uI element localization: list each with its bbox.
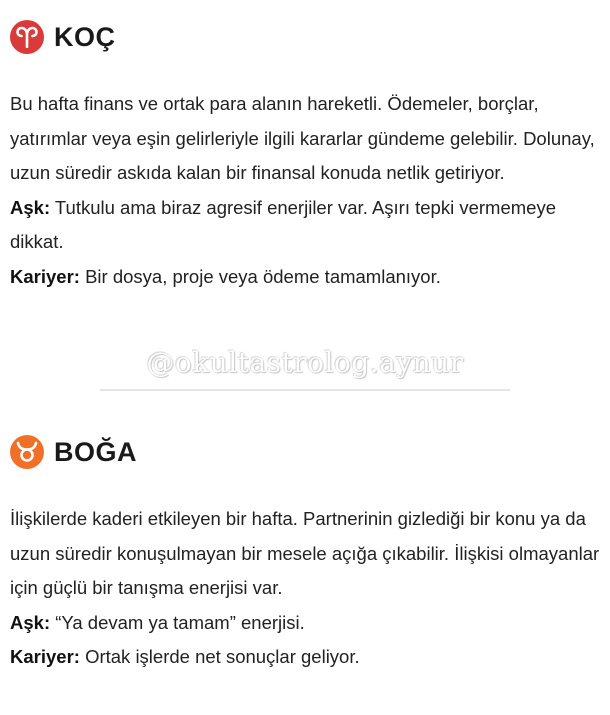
aries-icon [10, 20, 44, 54]
love-label: Aşk: [10, 611, 51, 633]
love-line [10, 606, 600, 641]
taurus-icon [10, 435, 44, 469]
love-label: Aşk: [10, 196, 51, 218]
horoscope-body: Bu hafta finans ve ortak para alanın hareketli. Ödemeler, borçlar, yatırımlar veya eşin gelirleriyle ilgili kararlar gündeme gelebilir. Dolunay, uzun süredir askıda kalan bir finansal konuda netlik getiriyor. [10, 93, 595, 183]
horoscope-text-boga [10, 502, 600, 675]
section-header-boga [10, 435, 137, 469]
section-header-koc [10, 20, 116, 54]
love-text: “Ya devam ya tamam” enerjisi. [50, 611, 305, 633]
sign-title: BOĞA [54, 436, 137, 467]
divider [100, 389, 510, 391]
love-line [10, 191, 600, 260]
love-text: Tutkulu ama biraz agresif enerjiler var. Aşırı tepki vermemeye dikkat. [10, 196, 556, 252]
career-label: Kariyer: [10, 646, 80, 667]
career-text: Bir dosya, proje veya ödeme tamamlanıyor. [79, 265, 441, 287]
horoscope-body: İlişkilerde kaderi etkileyen bir hafta. Partnerinin gizlediği bir konu ya da uzun süredir konuşulmayan bir mesele açığa çıkabilir. İlişkisi olmayanlar için güçlü bir tanışma enerjisi var. [10, 508, 600, 598]
horoscope-text-koc [10, 87, 600, 294]
sign-title: KOÇ [54, 21, 116, 52]
career-line [10, 260, 600, 295]
career-text: Ortak işlerde net sonuçlar geliyor. [79, 646, 360, 667]
watermark: @okultastrolog.aynur [146, 346, 464, 379]
career-line [10, 640, 600, 675]
career-label: Kariyer: [10, 265, 80, 287]
